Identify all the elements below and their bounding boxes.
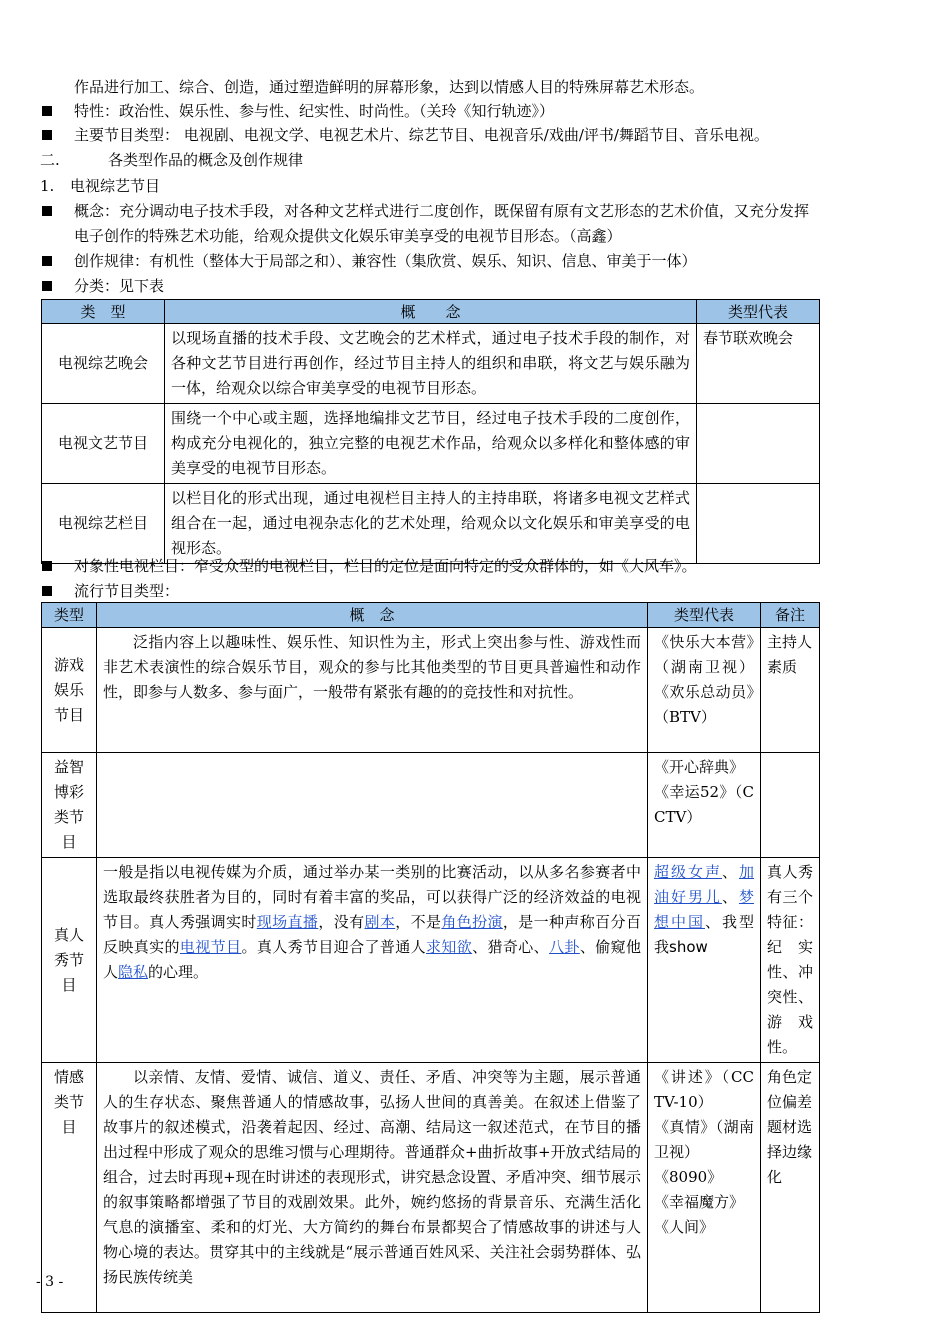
table-header-row	[42, 603, 820, 628]
concept-text: 一般是指以电视传媒为介质，通过举办某一类别的比赛活动，以从多名参赛者中选取最终获胜者为目的，同时有着丰富的奖品，可以获得广泛的经济效益的电视节目。真人秀强调实时	[103, 863, 641, 931]
traits-text: 特性：政治性、娱乐性、参与性、纪实性、时尚性。（关玲《知行轨迹》）	[74, 102, 555, 120]
popular-types-table	[41, 602, 820, 1313]
type-cell: 真人秀节目	[42, 858, 97, 1063]
column-header: 类 型	[42, 300, 165, 324]
type-cell: 益智博彩类节目	[42, 753, 97, 858]
representative-cell	[648, 753, 761, 858]
intro-continuation: 作品进行加工、综合、创造，通过塑造鲜明的屏幕形象，达到以情感人目的特殊屏幕艺术形态。	[74, 78, 705, 96]
square-bullet-icon	[42, 130, 52, 140]
table-row	[42, 858, 820, 1063]
table-row	[42, 484, 820, 564]
representative-item: 《人间》	[654, 1218, 715, 1236]
concept-text: 的心理。	[148, 963, 209, 981]
representative-item: 《幸福魔方》	[654, 1193, 745, 1211]
representative-cell: 《快乐大本营》（湖南卫视）《欢乐总动员》（BTV）	[648, 628, 761, 753]
note-item: 角色定位偏差	[767, 1068, 813, 1111]
column-header: 概 念	[97, 603, 648, 628]
table-header-row	[42, 300, 820, 324]
separator: 、	[721, 888, 739, 906]
representative-cell	[648, 1063, 761, 1313]
representative-cell	[697, 484, 820, 564]
concept-text: 、猎奇心、	[472, 938, 550, 956]
note-item: 题材选择边缘化	[767, 1118, 813, 1186]
representative-text: 、我型我	[654, 913, 754, 956]
subsection-number: 1.	[40, 177, 55, 195]
link-super-girl[interactable]: 超级女声	[654, 863, 722, 881]
column-header: 类型代表	[648, 603, 761, 628]
table-row	[42, 404, 820, 484]
concept-cell: 以栏目化的形式出现，通过电视栏目主持人的主持串联，将诸多电视文艺样式组合在一起，通过电视杂志化的艺术处理，给观众以文化娱乐和审美享受的电视形态。	[165, 484, 697, 564]
concept-text: ，没有	[318, 913, 365, 931]
square-bullet-icon	[42, 561, 52, 571]
representative-item: 《讲述》（CCTV-10）	[654, 1068, 754, 1111]
representative-cell	[648, 858, 761, 1063]
link-curiosity[interactable]: 求知欲	[426, 938, 473, 956]
type-cell: 电视综艺晚会	[42, 324, 165, 404]
square-bullet-icon	[42, 256, 52, 266]
subsection-title: 电视综艺节目	[70, 177, 161, 195]
representative-item: 《开心辞典》	[654, 758, 745, 776]
concept-text: 。真人秀节目迎合了普通人	[241, 938, 426, 956]
column-header: 概 念	[165, 300, 697, 324]
concept-line-1: 概念：充分调动电子技术手段，对各种文艺样式进行二度创作，既保留有原有文艺形态的艺术价值，又充分发挥	[74, 202, 810, 220]
page-number: - 3 -	[36, 1274, 64, 1290]
table-row	[42, 628, 820, 753]
link-script[interactable]: 剧本	[364, 913, 396, 931]
link-live-broadcast[interactable]: 现场直播	[256, 913, 319, 931]
note-cell	[761, 1063, 820, 1313]
type-cell: 电视综艺栏目	[42, 484, 165, 564]
section-title: 各类型作品的概念及创作规律	[108, 151, 304, 169]
classification-text: 分类：见下表	[74, 277, 165, 295]
concept-cell: 围绕一个中心或主题，选择地编排文艺节目，经过电子技术手段的二度创作，构成充分电视化的，独立完整的电视艺术作品，给观众以多样化和整体感的审美享受的电视节目形态。	[165, 404, 697, 484]
variety-types-table	[41, 299, 820, 564]
type-cell: 电视文艺节目	[42, 404, 165, 484]
section-number: 二.	[40, 151, 60, 169]
column-header: 类型代表	[697, 300, 820, 324]
table-row	[42, 324, 820, 404]
concept-text: ，是一种声称百分百反映真实的	[103, 913, 641, 956]
link-gossip[interactable]: 八卦	[549, 938, 580, 956]
table-row	[42, 1063, 820, 1313]
representative-cell: 春节联欢晚会	[697, 324, 820, 404]
square-bullet-icon	[42, 586, 52, 596]
square-bullet-icon	[42, 281, 52, 291]
representative-item: 《幸运52》（CCTV）	[654, 783, 754, 826]
separator: 、	[721, 863, 739, 881]
program-types-text: 主要节目类型： 电视剧、电视文学、电视艺术片、综艺节目、电视音乐/戏曲/评书/舞蹈节目、音乐电视。	[74, 126, 769, 144]
type-cell: 情感类节目	[42, 1063, 97, 1313]
concept-line-2: 电子创作的特殊艺术功能，给观众提供文化娱乐审美享受的电视节目形态。（高鑫）	[74, 227, 622, 245]
link-dream-china[interactable]: 梦想中国	[654, 888, 754, 931]
target-program-text: 对象性电视栏目：窄受众型的电视栏目，栏目的定位是面向特定的受众群体的，如《大风车》。	[74, 557, 697, 575]
link-tv-program[interactable]: 电视节目	[179, 938, 242, 956]
concept-text: 、偷窥他人	[103, 938, 641, 981]
concept-cell: 以现场直播的技术手段、文艺晚会的艺术样式，通过电子技术手段的制作，对各种文艺节目进行再创作，经过节目主持人的组织和串联，将文艺与娱乐融为一体，给观众以综合审美享受的电视节目形态。	[165, 324, 697, 404]
concept-cell: 以亲情、友情、爱情、诚信、道义、责任、矛盾、冲突等为主题，展示普通人的生存状态、聚焦普通人的情感故事，弘扬人世间的真善美。在叙述上借鉴了故事片的叙述模式，沿袭着起因、经过、高潮、结局这一叙述范式，在节目的播出过程中形成了观众的思维习惯与心理期待。普通群众+曲折故事+开放式结局的组合，过去时再现+现在时讲述的表现形式，讲究悬念设置、矛盾冲突、细节展示的叙事策略都增强了节目的戏剧效果。此外，婉约悠扬的背景音乐、充满生活化气息的演播室、柔和的灯光、大方简约的舞台布景都契合了情感故事的讲述与人物心境的表达。贯穿其中的主线就是“展示普通百姓风采、关注社会弱势群体、弘扬民族传统美	[97, 1063, 648, 1313]
popular-types-text: 流行节目类型：	[74, 582, 180, 600]
creation-rule-text: 创作规律：有机性（整体大于局部之和）、兼容性（集欣赏、娱乐、知识、信息、审美于一体）	[74, 252, 697, 270]
representative-text: show	[669, 938, 708, 956]
representative-item: 《8090》	[654, 1168, 723, 1186]
link-go-good-man[interactable]: 加油好男儿	[654, 863, 754, 906]
note-cell: 真人秀有三个特征：纪实性、冲突性、游戏性。	[761, 858, 820, 1063]
link-privacy[interactable]: 隐私	[118, 963, 149, 981]
representative-item: 《真情》（湖南卫视）	[654, 1118, 754, 1161]
concept-cell	[97, 858, 648, 1063]
link-role-play[interactable]: 角色扮演	[441, 913, 503, 931]
table-row	[42, 753, 820, 858]
square-bullet-icon	[42, 106, 52, 116]
square-bullet-icon	[42, 206, 52, 216]
concept-cell	[97, 753, 648, 858]
column-header: 备注	[761, 603, 820, 628]
note-cell	[761, 753, 820, 858]
column-header: 类型	[42, 603, 97, 628]
type-cell: 游戏娱乐节目	[42, 628, 97, 753]
concept-text: ，不是	[395, 913, 442, 931]
note-cell: 主持人素质	[761, 628, 820, 753]
concept-cell: 泛指内容上以趣味性、娱乐性、知识性为主，形式上突出参与性、游戏性而非艺术表演性的综合娱乐节目，观众的参与比其他类型的节目更具普遍性和动作性，即参与人数多、参与面广，一般带有紧张有趣的的竞技性和对抗性。	[97, 628, 648, 753]
representative-cell	[697, 404, 820, 484]
